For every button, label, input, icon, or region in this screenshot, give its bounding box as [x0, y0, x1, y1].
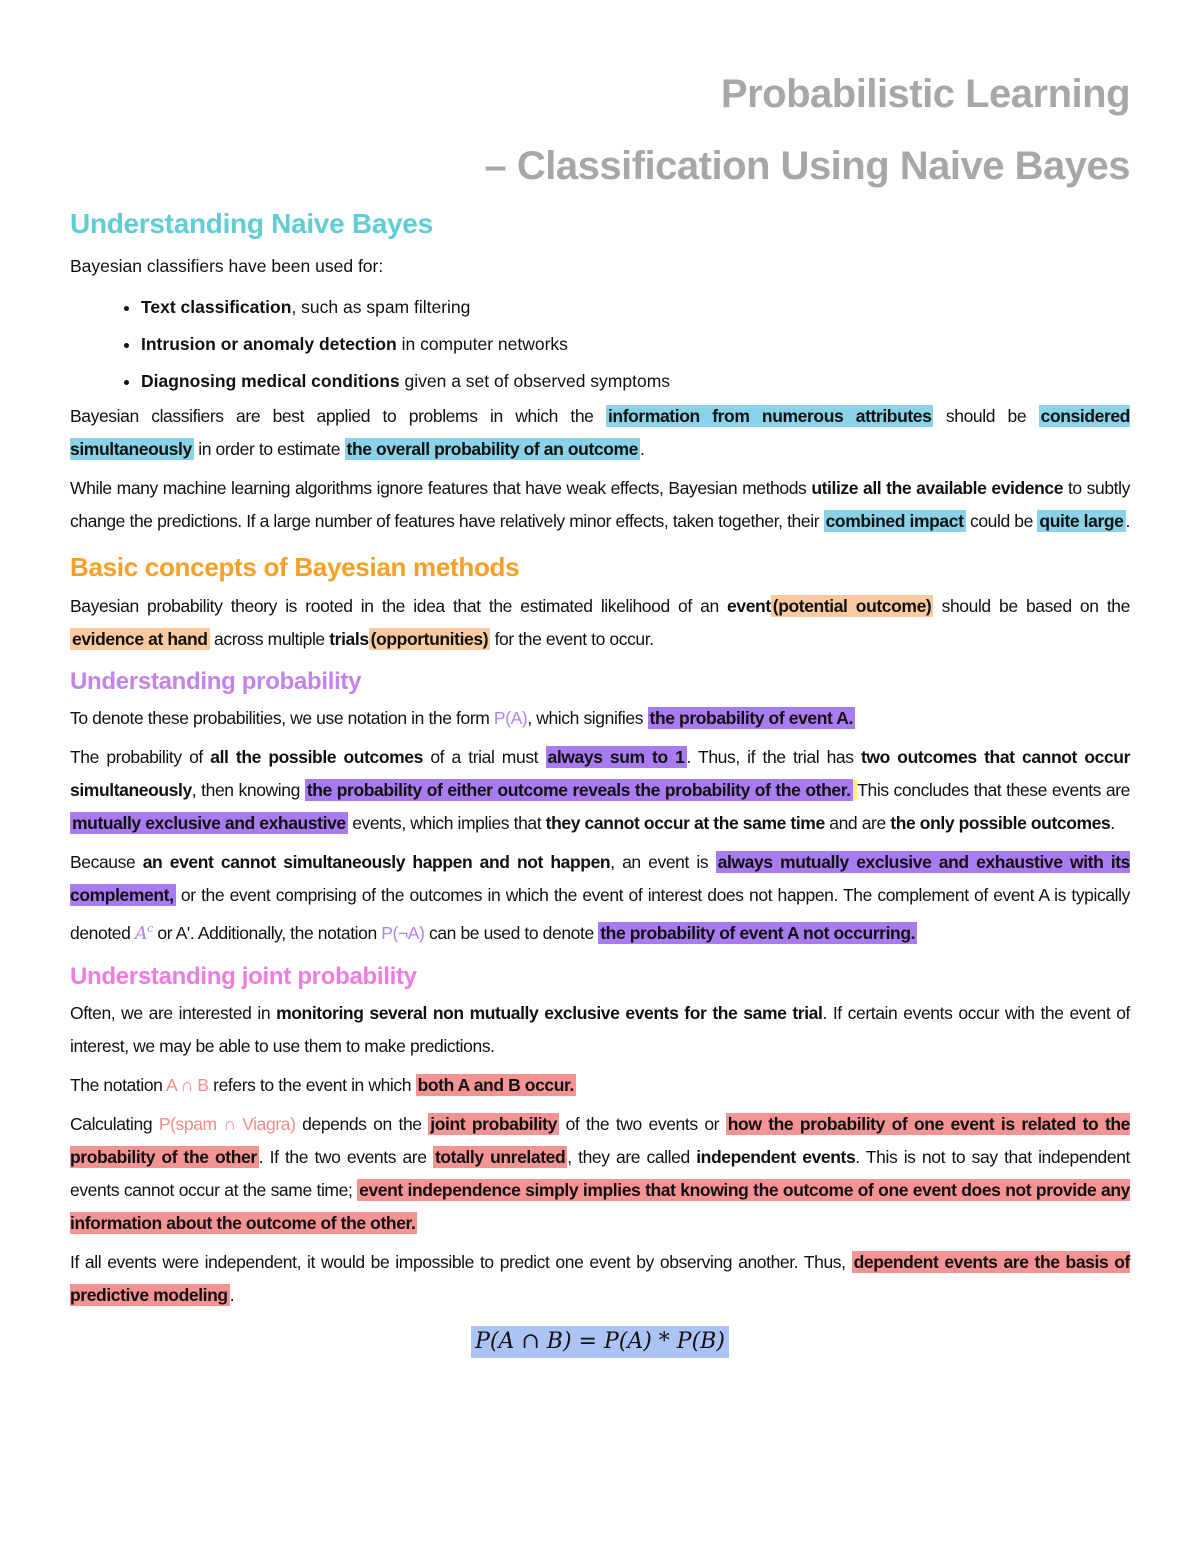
title-line-2: – Classification Using Naive Bayes [484, 144, 1130, 188]
highlight: evidence at hand [72, 629, 208, 649]
highlight: mutually exclusive and exhaustive [72, 813, 346, 833]
paragraph-notation: To denote these probabilities, we use notation in the form P(A), which signifies the probability of event A. [70, 708, 853, 728]
highlight: the probability of either outcome reveals the probability of the other. [306, 780, 851, 800]
highlight: the probability of event A not occurring. [600, 922, 916, 943]
highlight: (potential outcome) [772, 596, 932, 616]
paragraph-sum-to-one: The probability of all the possible outcomes of a trial must always sum to 1 . Thus, if the trial has two outcomes that cannot occur simultaneously, then knowing the probability of either outcome reveals the probability of the other. This concludes that these events are mutually exclusive and exhaustive events, which implies that they cannot occur at the same time and are the only possible outcomes. [70, 747, 1130, 833]
highlight: the probability of event A. [649, 708, 853, 728]
document-body [70, 200, 1130, 1358]
highlight: dependent events are the basis of predictive modeling [70, 1251, 1130, 1305]
paragraph-dependent-events: If all events were independent, it would be impossible to predict one event by observing another. Thus, dependent events are the basis of predictive modeling . [70, 1251, 1130, 1305]
highlight: information from numerous attributes [607, 406, 932, 426]
highlight: always sum to 1 [547, 747, 685, 767]
highlight: considered simultaneously [70, 406, 1130, 459]
list-item: • Intrusion or anomaly detection in computer networks [141, 326, 1130, 363]
highlight: event independence simply implies that knowing the outcome of one event does not provide any information about the outcome of the other. [70, 1179, 1130, 1233]
highlight: (opportunities) [370, 629, 489, 649]
list-item: • Text classification, such as spam filtering [141, 289, 1130, 326]
heading-joint-probability: Understanding joint probability [70, 962, 417, 990]
bullet-list [70, 289, 1130, 400]
title-line-1: Probabilistic Learning [720, 72, 1130, 116]
heading-basic-concepts: Basic concepts of Bayesian methods [70, 552, 520, 582]
paragraph-intro: Bayesian classifiers have been used for: [70, 256, 384, 276]
highlight: totally unrelated [434, 1146, 566, 1167]
paragraph-complement: Because an event cannot simultaneously happen and not happen, an event is always mutually exclusive and exhaustive with its complement, or the event comprising of the outcomes in which the event of interest does not happen. The complement of event A is typically denoted $A^c$ or A'. Additionally, the notation P(¬A) can be used to denote the probability of event A not occurring. [70, 852, 1131, 944]
paragraph-best-applied: Bayesian classifiers are best applied to problems in which the information from numerous attributes should be considered simultaneously in order to estimate the overall probability of an outcome . [70, 406, 1130, 459]
highlight: combined impact [825, 511, 964, 531]
paragraph-intersection: The notation A ∩ B refers to the event in which both A and B occur. [70, 1074, 574, 1095]
paragraph-bayesian-theory: Bayesian probability theory is rooted in the idea that the estimated likelihood of an event (potential outcome) should be based on the evidence at hand across multiple trials (opportunities) for the event to occur. [70, 596, 1130, 649]
highlight: joint probability [430, 1113, 557, 1134]
heading-understanding-probability: Understanding probability [70, 668, 362, 695]
document-title [485, 58, 1131, 202]
highlight: the overall probability of an outcome [346, 439, 639, 459]
formula-independence [70, 1326, 1130, 1358]
heading-understanding-naive-bayes: Understanding Naive Bayes [70, 208, 433, 239]
highlight: always mutually exclusive and exhaustive with its complement, [70, 852, 1131, 905]
formula-text: P(A ∩ B) = P(A) * P(B) [471, 1326, 729, 1358]
list-item: • Diagnosing medical conditions given a set of observed symptoms [141, 363, 1130, 400]
paragraph-spam-viagra: Calculating P(spam ∩ Viagra) depends on the joint probability of the two events or how the probability of one event is related to the probability of the other . If the two events are totally unrelated , they are called independent events. This is not to say that independent events cannot occur at the same time; event independence simply implies that knowing the outcome of one event does not provide any information about the outcome of the other. [70, 1113, 1131, 1233]
paragraph-weak-effects: While many machine learning algorithms ignore features that have weak effects, Bayesian methods utilize all the available evidence to subtly change the predictions. If a large number of features have relatively minor effects, taken together, their combined impact could be quite large . [70, 478, 1130, 531]
highlight: how the probability of one event is related to the probability of the other [70, 1113, 1131, 1167]
highlight: both A and B occur. [417, 1074, 574, 1095]
highlight: quite large [1039, 511, 1124, 531]
paragraph-monitoring: Often, we are interested in monitoring several non mutually exclusive events for the same trial. If certain events occur with the event of interest, we may be able to use them to make predictions. [70, 1002, 1130, 1056]
